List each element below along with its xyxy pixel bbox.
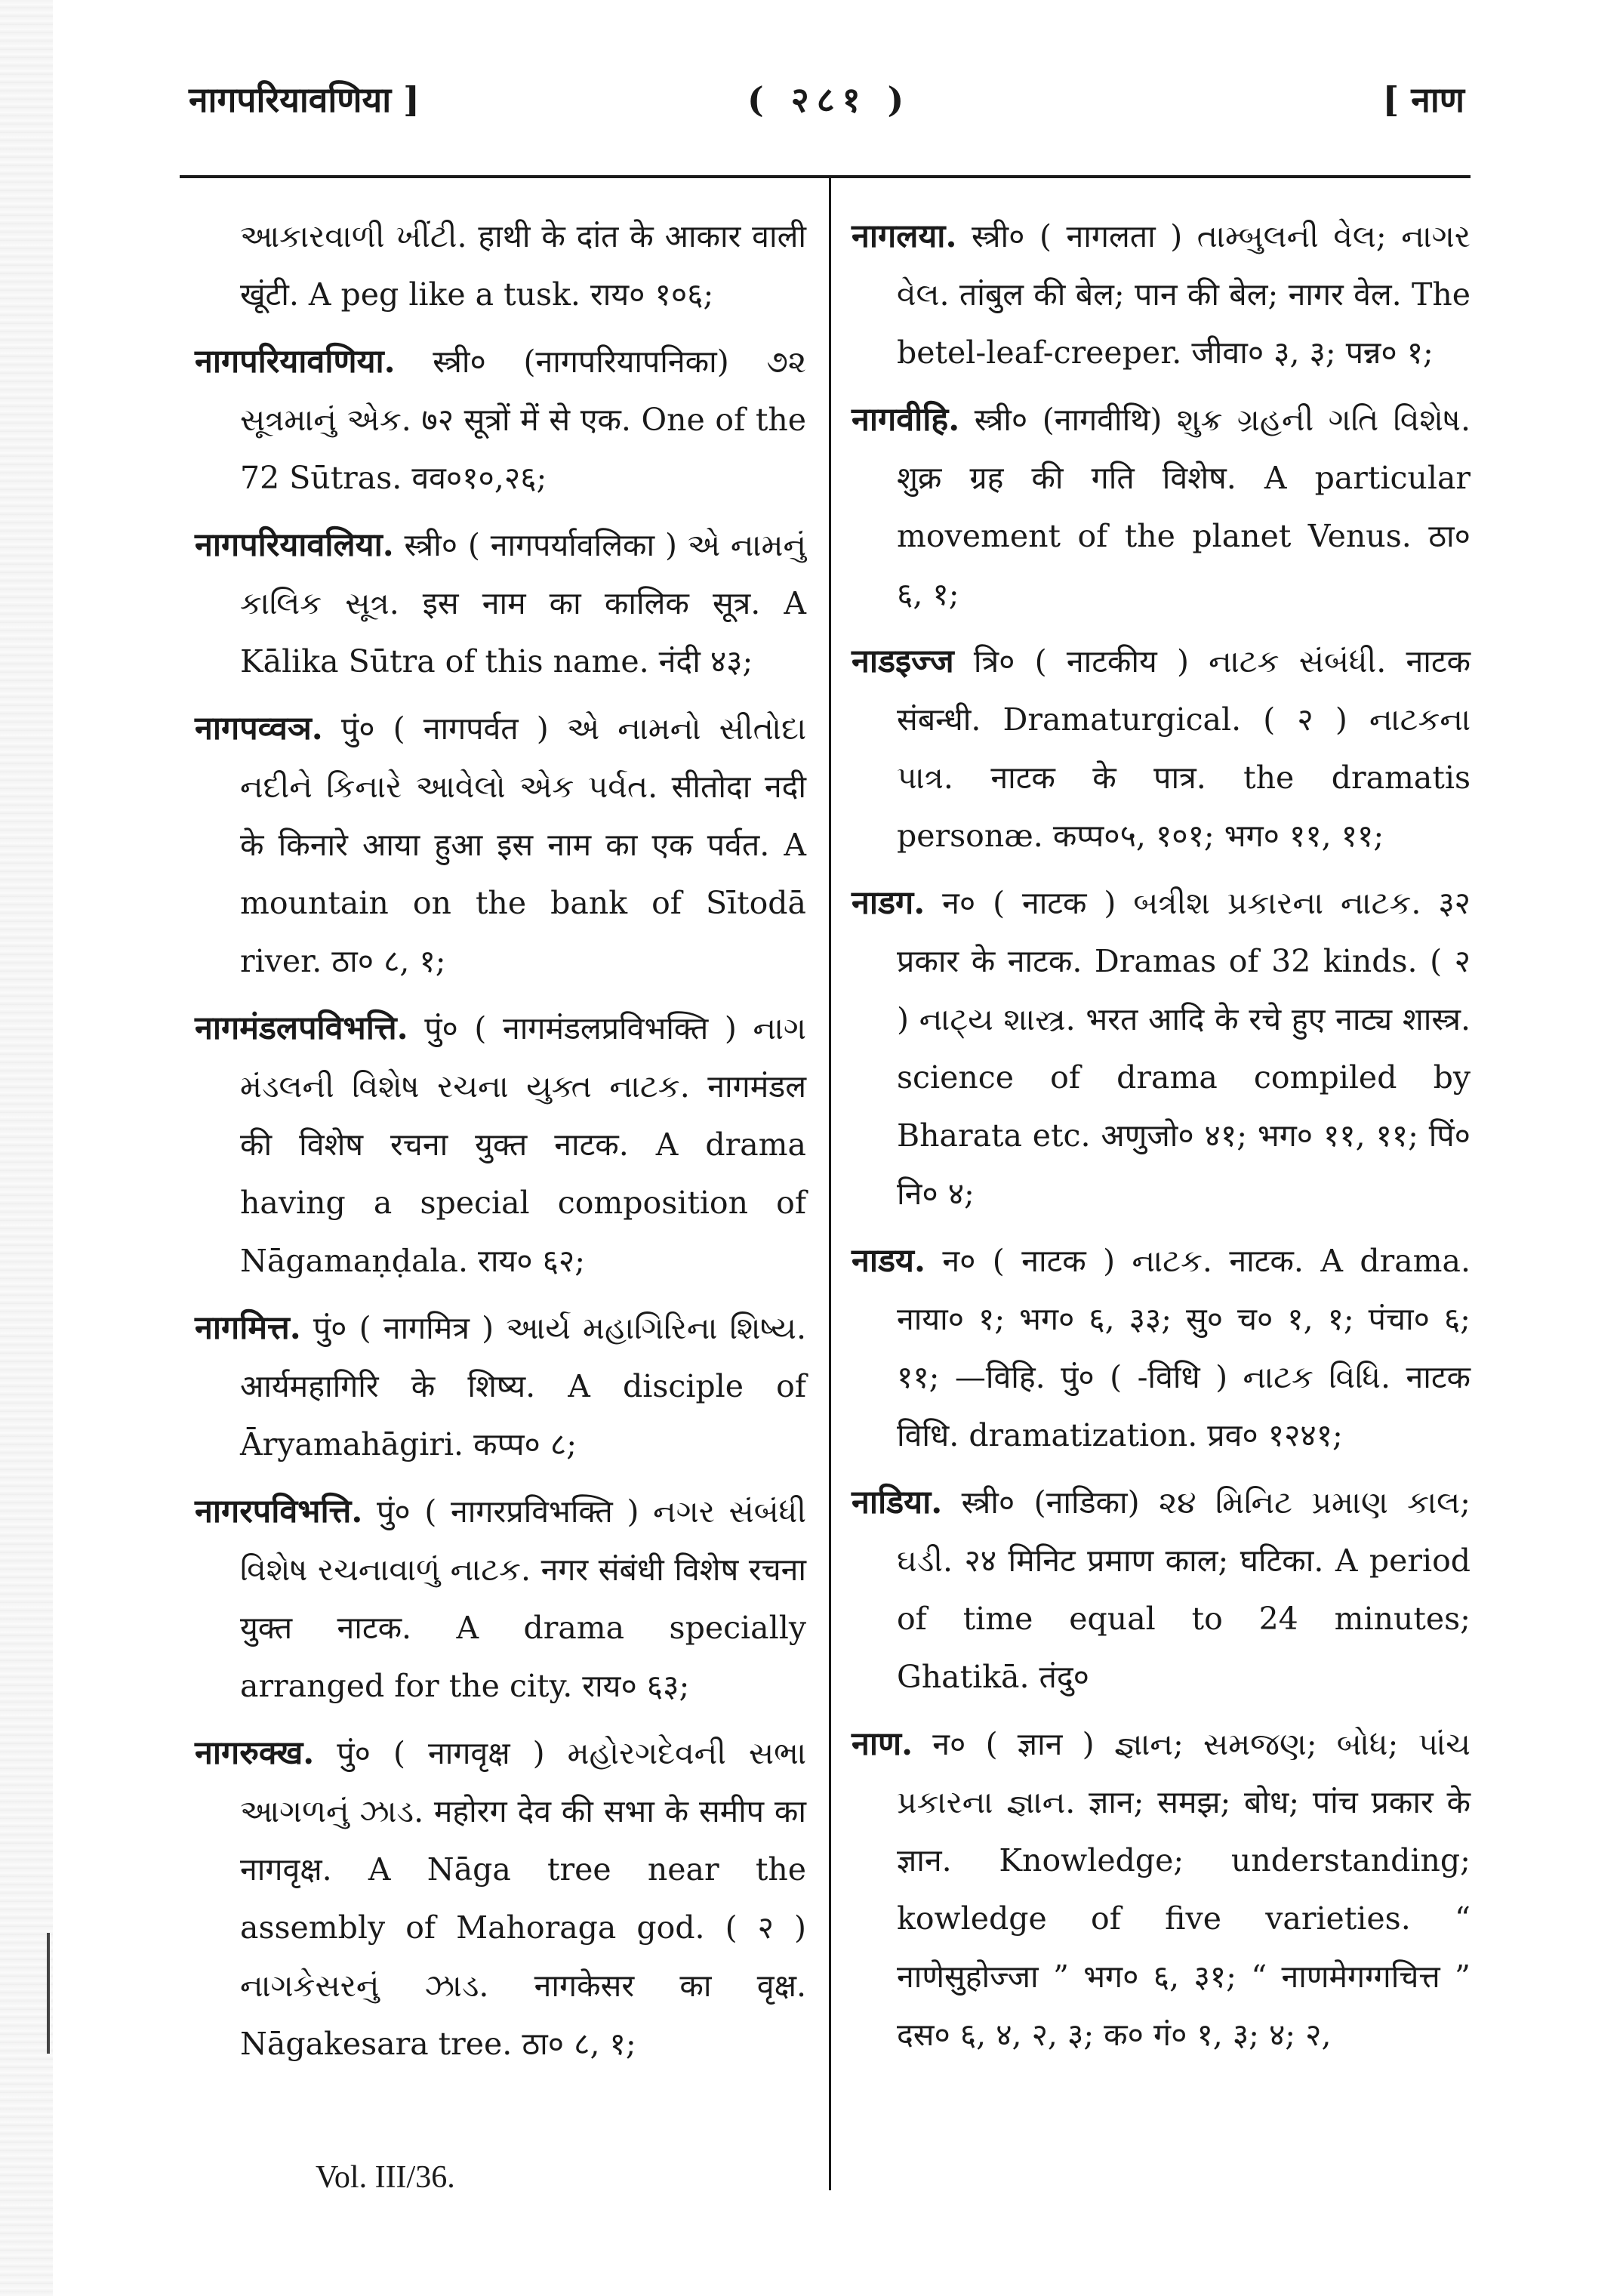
column-divider [829,178,831,2190]
entry-text: स्त्री० ( नागलता ) તામ્બુલની વેલ; નાગર વેલ. तांबुल की बेल; पान की बेल; नागर वेल. The betel-leaf-creeper. जीवा० ३, ३; पन्न० १; [897,218,1471,371]
page-number: ( २८१ ) [747,79,912,120]
entry-text: स्त्री० ( नागपर्यावलिका ) એ નામનું કાલિક સૂત્ર. इस नाम का कालिक सूत्र. A Kālika Sūtra of this name. नंदी ४३; [240,527,806,680]
entry-headword: नाडय. [852,1242,925,1280]
entry-headword: नागरुक्ख. [195,1734,315,1772]
dictionary-entry [195,1000,806,1290]
dictionary-entry [852,391,1471,624]
entry-text: पुं० ( नागमंडलप्रविभक्ति ) નાગ મંડલની વિશેષ રચના યુક્ત નાટક. नागमंडल की विशेष रचना युक्त नाटक. A drama having a special composition of Nāgamaṇḍala. राय० ६२; [240,1010,806,1279]
entry-headword: नागवीहि. [852,401,960,439]
volume-footer: Vol. III/36. [316,2160,455,2195]
dictionary-entry [195,333,806,507]
dictionary-entry [195,700,806,991]
entry-text: આકારવાળી ખીંટી. हाथी के दांत के आकार वाली खूंटी. A peg like a tusk. राय० १०६; [240,218,806,313]
entry-text: पुं० ( नागरप्रविभक्ति ) નગર સંબંધી વિશેષ રચનાવાળું નાટક. नगर संबंधी विशेष रचना युक्त नाटक. A drama specially arranged for the city. राय० ६३; [240,1493,806,1704]
entry-headword: नाडग. [852,884,925,922]
dictionary-entry [195,1724,806,2073]
scan-artifact-line [47,1933,50,2054]
entry-text: पुं० ( नागपर्वत ) એ નામનો સીતોદા નદીને કિનારે આવેલો એક પર્વત. सीतोदा नदी के किनारे आया हुआ इस नाम का एक पर्वत. A mountain on the bank of Sītodā river. ठा० ८, १; [240,710,806,979]
right-column [852,208,1471,2073]
entry-headword: नाण. [852,1725,913,1763]
dictionary-entry [852,633,1471,865]
entry-text: त्रि० ( नाटकीय ) નાટક સંબંધી. नाटक संबन्धी. Dramaturgical. ( २ ) નાટકના પાત્ર. नाटक के पात्र. the dramatis personæ. कप्प०५, १०१; भग० ११, ११; [897,643,1471,854]
dictionary-entry [195,516,806,691]
header-left-guide-word: नागपरियावणिया ] [189,79,420,120]
scan-margin [0,0,53,2296]
entry-headword: नागमित्त. [195,1309,301,1347]
entry-headword: नागपरियावणिया. [195,343,396,381]
entry-headword: नागपरियावलिया. [195,526,394,564]
left-column [195,208,806,2082]
entry-text: न० ( ज्ञान ) જ્ઞાન; સમજણ; બોધ; પાંચ પ્રકારના જ્ઞાન. ज्ञान; समझ; बोध; पांच प्रकार के ज्ञान. Knowledge; understanding; kowledge of five varieties. “ नाणेसुहोज्जा ” भग० ६, ३१; “ नाणमेगग्गचित्त ” दस० ६, ४, २, ३; क० गं० १, ३; ४; २, [897,1726,1471,2053]
dictionary-entry [852,874,1471,1223]
entry-headword: नाडिया. [852,1484,943,1521]
dictionary-entry-continued [195,208,806,324]
page-header [189,76,1464,136]
entry-text: स्त्री० (नागवीथि) શુક્ર ગ્રહની ગતિ વિશેષ. शुक्र ग्रह की गति विशेष. A particular movement of the planet Venus. ठा० ६, १; [897,402,1471,612]
entry-text: स्त्री० (नाडिका) ૨૪ મિનિટ પ્રમાણ કાલ; ઘડી. २४ मिनिट प्रमाण काल; घटिका. A period of time equal to 24 minutes; Ghatikā. तंदु० [897,1484,1471,1695]
entry-text: स्त्री० (नागपरियापनिका) ૭૨ સૂત્રમાનું એક. ७२ सूत्रों में से एक. One of the 72 Sūtras. वव०१०,२६; [240,344,806,496]
entry-headword: नागपव्वञ. [195,710,323,747]
entry-text: न० ( नाटक ) નાટક. नाटक. A drama. नाया० १; भग० ६, ३३; सु० च० १, १; पंचा० ६; ११; —विहि. पुं० ( -विधि ) નાટક વિધિ. नाटक विधि. dramatization. प्रव० १२४१; [897,1243,1471,1453]
dictionary-entry [852,208,1471,382]
entry-headword: नाडइज्ज [852,643,954,680]
entry-headword: नागरपविभत्ति. [195,1493,363,1530]
dictionary-entry [195,1483,806,1715]
header-rule [180,175,1471,178]
entry-headword: नागमंडलपविभत्ति. [195,1009,408,1047]
dictionary-entry [852,1715,1471,2064]
header-right-guide-word: [ नाण [1382,79,1464,120]
entry-text: न० ( नाटक ) બત્રીશ પ્રકારના નાટક. ३२ प्रकार के नाटक. Dramas of 32 kinds. ( २ ) નાટ્ય શાસ્ત્ર. भरत आदि के रचे हुए नाट्य शास्त्र. science of drama compiled by Bharata etc. अणुजो० ४१; भग० ११, ११; पिं० नि० ४; [897,885,1471,1212]
entry-text: पुं० ( नागमित्र ) આર્ય મહાગિરિના શિષ્ય. आर्यमहागिरि के शिष्य. A disciple of Āryamahāgiri. कप्प० ८; [240,1310,806,1462]
dictionary-entry [852,1474,1471,1706]
entry-text: पुं० ( नागवृक्ष ) મહોરગદેવની સભા આગળનું ઝાડ. महोरग देव की सभा के समीप का नागवृक्ष. A Nāga tree near the assembly of Mahoraga god. ( २ ) નાગકેસરનું ઝાડ. नागकेसर का वृक्ष. Nāgakesara tree. ठा० ८, १; [240,1735,806,2062]
dictionary-entry [195,1299,806,1474]
entry-headword: नागलया. [852,217,957,255]
dictionary-entry [852,1232,1471,1465]
